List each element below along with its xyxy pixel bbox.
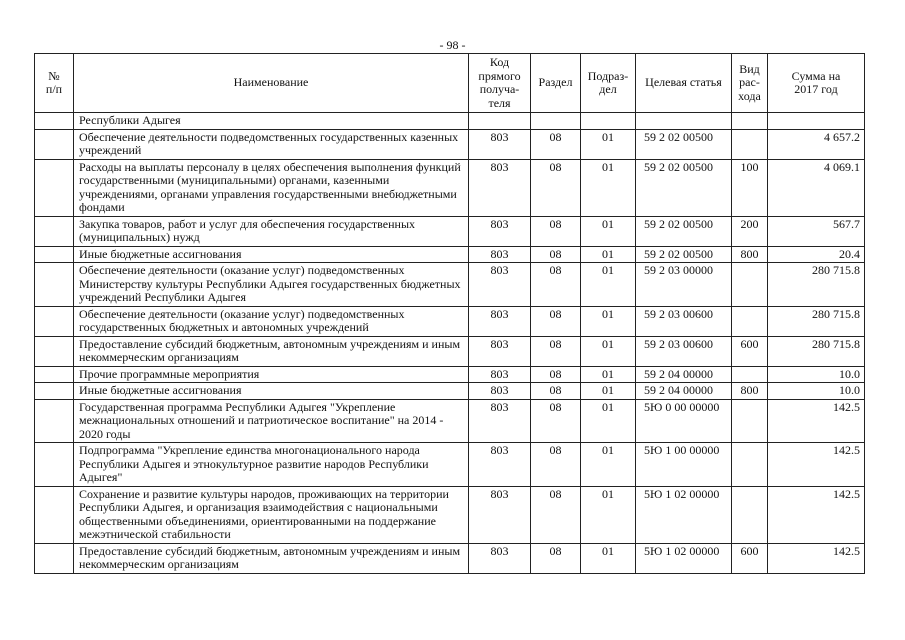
cell-name: Предоставление субсидий бюджетным, автономным учреждениям и иным некоммерческим организациям (74, 543, 469, 573)
table-header-row (35, 54, 865, 113)
table-row (35, 336, 865, 366)
cell-target: 5Ю 1 02 00000 (636, 486, 732, 543)
cell-name: Иные бюджетные ассигнования (74, 383, 469, 400)
header-subsection: Подраз- дел (581, 54, 636, 113)
cell-name: Обеспечение деятельности подведомственных государственных казенных учреждений (74, 129, 469, 159)
table-row (35, 216, 865, 246)
cell-num (35, 443, 74, 487)
cell-code: 803 (469, 383, 531, 400)
cell-type (732, 366, 768, 383)
header-code: Код прямого получа- теля (469, 54, 531, 113)
cell-type (732, 263, 768, 307)
table-row (35, 543, 865, 573)
cell-sum: 4 069.1 (768, 159, 865, 216)
cell-num (35, 486, 74, 543)
cell-type: 600 (732, 336, 768, 366)
cell-code: 803 (469, 366, 531, 383)
table-row (35, 486, 865, 543)
cell-code: 803 (469, 543, 531, 573)
cell-name: Обеспечение деятельности (оказание услуг) подведомственных государственных бюджетных и автономных учреждений (74, 306, 469, 336)
cell-subsection: 01 (581, 159, 636, 216)
cell-name: Расходы на выплаты персоналу в целях обеспечения выполнения функций государственными (муниципальными) органами, казенными учреждениями, органами управления государственными внебюджетными фондами (74, 159, 469, 216)
cell-sum: 280 715.8 (768, 263, 865, 307)
cell-target: 59 2 03 00000 (636, 263, 732, 307)
cell-sum: 567.7 (768, 216, 865, 246)
cell-num (35, 366, 74, 383)
cell-sum: 10.0 (768, 383, 865, 400)
table-row (35, 366, 865, 383)
cell-target: 5Ю 0 00 00000 (636, 399, 732, 443)
cell-type (732, 399, 768, 443)
cell-section: 08 (531, 543, 581, 573)
cell-code: 803 (469, 443, 531, 487)
header-name: Наименование (74, 54, 469, 113)
cell-type (732, 306, 768, 336)
header-section: Раздел (531, 54, 581, 113)
cell-name: Прочие программные мероприятия (74, 366, 469, 383)
cell-code: 803 (469, 399, 531, 443)
cell-type (732, 129, 768, 159)
cell-num (35, 399, 74, 443)
cell-section (531, 113, 581, 130)
cell-subsection (581, 113, 636, 130)
cell-type: 600 (732, 543, 768, 573)
table-row (35, 159, 865, 216)
cell-code: 803 (469, 216, 531, 246)
cell-sum: 10.0 (768, 366, 865, 383)
page-number: - 98 - (439, 38, 466, 52)
cell-name: Республики Адыгея (74, 113, 469, 130)
cell-sum: 280 715.8 (768, 306, 865, 336)
cell-num (35, 246, 74, 263)
cell-section: 08 (531, 246, 581, 263)
cell-sum: 142.5 (768, 486, 865, 543)
cell-section: 08 (531, 366, 581, 383)
cell-subsection: 01 (581, 129, 636, 159)
table-body (35, 113, 865, 574)
cell-code: 803 (469, 336, 531, 366)
cell-name: Обеспечение деятельности (оказание услуг) подведомственных Министерству культуры Республики Адыгея государственных бюджетных учреждений Республики Адыгея (74, 263, 469, 307)
cell-subsection: 01 (581, 216, 636, 246)
cell-target: 59 2 02 00500 (636, 246, 732, 263)
cell-name: Подпрограмма "Укрепление единства многонационального народа Республики Адыгея и этнокультурное развитие народов Республики Адыгея" (74, 443, 469, 487)
cell-code: 803 (469, 486, 531, 543)
cell-subsection: 01 (581, 306, 636, 336)
cell-target: 59 2 02 00500 (636, 216, 732, 246)
cell-sum: 142.5 (768, 543, 865, 573)
cell-target (636, 113, 732, 130)
cell-section: 08 (531, 336, 581, 366)
cell-section: 08 (531, 129, 581, 159)
cell-target: 59 2 03 00600 (636, 306, 732, 336)
cell-name: Закупка товаров, работ и услуг для обеспечения государственных (муниципальных) нужд (74, 216, 469, 246)
cell-target: 59 2 04 00000 (636, 383, 732, 400)
cell-type (732, 443, 768, 487)
budget-table (34, 53, 865, 574)
cell-code: 803 (469, 129, 531, 159)
cell-code: 803 (469, 159, 531, 216)
cell-name: Иные бюджетные ассигнования (74, 246, 469, 263)
cell-name: Государственная программа Республики Адыгея "Укрепление межнациональных отношений и патриотическое воспитание" на 2014 - 2020 годы (74, 399, 469, 443)
table-row (35, 399, 865, 443)
cell-type: 100 (732, 159, 768, 216)
cell-subsection: 01 (581, 336, 636, 366)
cell-section: 08 (531, 486, 581, 543)
cell-code (469, 113, 531, 130)
cell-target: 59 2 02 00500 (636, 159, 732, 216)
cell-subsection: 01 (581, 383, 636, 400)
cell-code: 803 (469, 306, 531, 336)
cell-subsection: 01 (581, 443, 636, 487)
cell-subsection: 01 (581, 543, 636, 573)
cell-section: 08 (531, 443, 581, 487)
cell-num (35, 383, 74, 400)
cell-num (35, 336, 74, 366)
cell-num (35, 129, 74, 159)
cell-sum: 142.5 (768, 399, 865, 443)
cell-subsection: 01 (581, 366, 636, 383)
cell-subsection: 01 (581, 246, 636, 263)
cell-type: 800 (732, 246, 768, 263)
cell-type (732, 486, 768, 543)
cell-code: 803 (469, 246, 531, 263)
table-row (35, 306, 865, 336)
cell-target: 5Ю 1 00 00000 (636, 443, 732, 487)
table-row (35, 263, 865, 307)
cell-target: 5Ю 1 02 00000 (636, 543, 732, 573)
cell-subsection: 01 (581, 399, 636, 443)
table-row (35, 113, 865, 130)
cell-section: 08 (531, 216, 581, 246)
cell-target: 59 2 04 00000 (636, 366, 732, 383)
cell-subsection: 01 (581, 263, 636, 307)
table-row (35, 383, 865, 400)
cell-target: 59 2 03 00600 (636, 336, 732, 366)
header-sum: Сумма на 2017 год (768, 54, 865, 113)
cell-sum: 142.5 (768, 443, 865, 487)
header-type: Вид рас- хода (732, 54, 768, 113)
cell-num (35, 159, 74, 216)
cell-sum: 20.4 (768, 246, 865, 263)
cell-type: 200 (732, 216, 768, 246)
cell-target: 59 2 02 00500 (636, 129, 732, 159)
cell-type (732, 113, 768, 130)
cell-section: 08 (531, 306, 581, 336)
cell-num (35, 113, 74, 130)
cell-subsection: 01 (581, 486, 636, 543)
cell-sum: 280 715.8 (768, 336, 865, 366)
cell-section: 08 (531, 159, 581, 216)
header-num: № п/п (35, 54, 74, 113)
cell-num (35, 306, 74, 336)
cell-code: 803 (469, 263, 531, 307)
cell-section: 08 (531, 263, 581, 307)
cell-name: Предоставление субсидий бюджетным, автономным учреждениям и иным некоммерческим организациям (74, 336, 469, 366)
table-row (35, 443, 865, 487)
cell-section: 08 (531, 383, 581, 400)
cell-num (35, 543, 74, 573)
table-row (35, 129, 865, 159)
header-target: Целевая статья (636, 54, 732, 113)
cell-type: 800 (732, 383, 768, 400)
table-row (35, 246, 865, 263)
cell-name: Сохранение и развитие культуры народов, проживающих на территории Республики Адыгея, и организация взаимодействия с национальными общественными объединениями, ориентированными на поддержание межэтнической стабильности (74, 486, 469, 543)
cell-num (35, 216, 74, 246)
cell-num (35, 263, 74, 307)
cell-sum (768, 113, 865, 130)
cell-section: 08 (531, 399, 581, 443)
cell-sum: 4 657.2 (768, 129, 865, 159)
